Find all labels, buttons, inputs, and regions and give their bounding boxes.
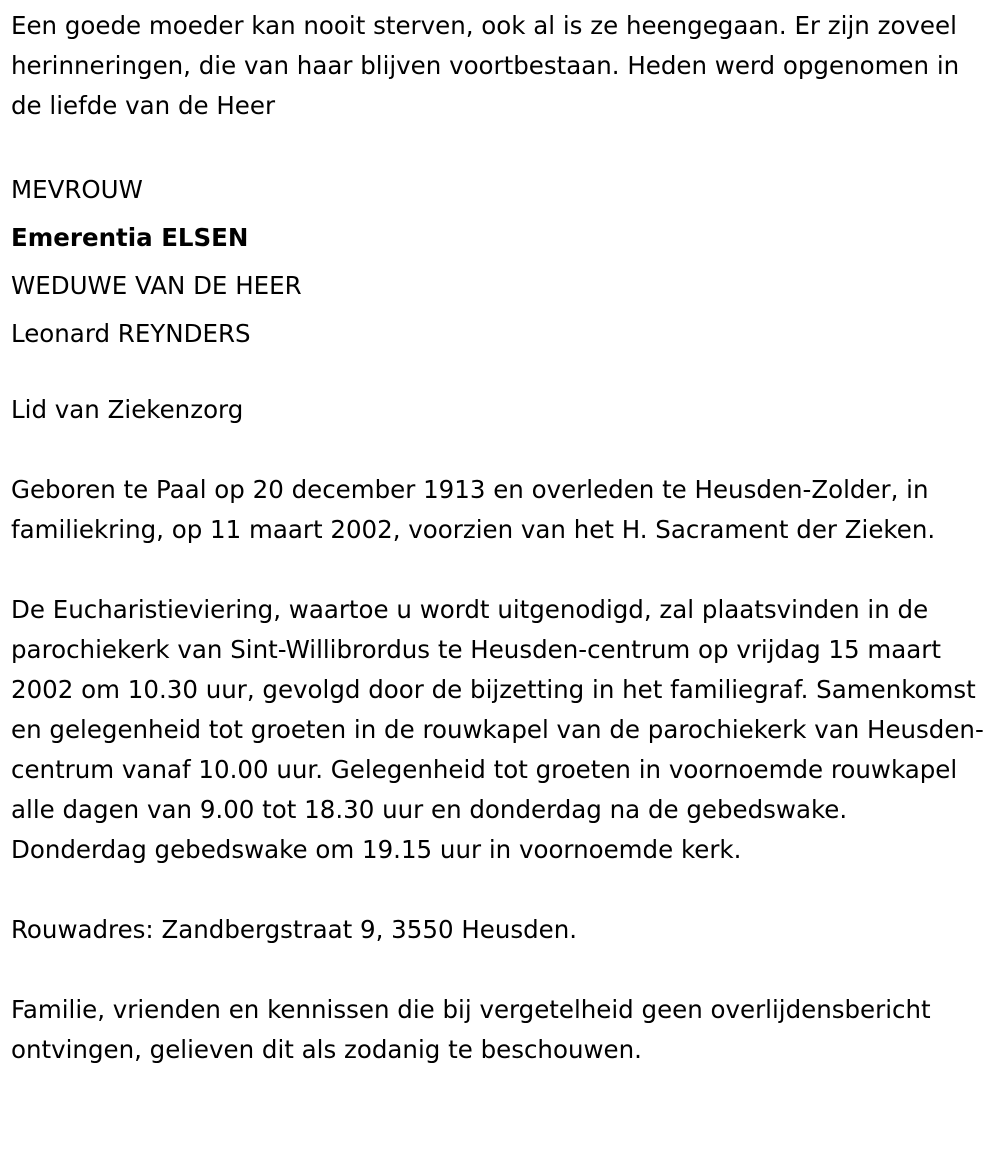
ceremony-paragraph: De Eucharistieviering, waartoe u wordt uitgenodigd, zal plaatsvinden in de parochiekerk van Sint-Willibrordus te Heusden-centrum op vrijdag 15 maart 2002 om 10.30 uur, gevolgd door de bijzetting in het familiegraf. Samenkomst en gelegenheid tot groeten in de rouwkapel van de parochiekerk van Heusden-centrum vanaf 10.00 uur. Gelegenheid tot groeten in voornoemde rouwkapel alle dagen van 9.00 tot 18.30 uur en donderdag na de gebedswake. Donderdag gebedswake om 19.15 uur in voornoemde kerk.: [11, 595, 984, 864]
spouse-name: Leonard REYNDERS: [11, 319, 251, 348]
birth-death-paragraph: Geboren te Paal op 20 december 1913 en overleden te Heusden-Zolder, in familiekring, op 11 maart 2002, voorzien van het H. Sacrament der Zieken.: [11, 475, 936, 544]
widow-of-label: WEDUWE VAN DE HEER: [11, 271, 302, 300]
address-line: Rouwadres: Zandbergstraat 9, 3550 Heusden.: [11, 915, 578, 944]
membership-line: Lid van Ziekenzorg: [11, 395, 244, 424]
deceased-name: Emerentia ELSEN: [11, 223, 249, 252]
name-block: [11, 166, 990, 358]
intro-paragraph: Een goede moeder kan nooit sterven, ook al is ze heengegaan. Er zijn zoveel herinneringen, die van haar blijven voortbestaan. Heden werd opgenomen in de liefde van de Heer: [11, 11, 960, 120]
closing-paragraph: Familie, vrienden en kennissen die bij vergetelheid geen overlijdensbericht ontvingen, gelieven dit als zodanig te beschouwen.: [11, 995, 931, 1064]
title-prefix: MEVROUW: [11, 175, 143, 204]
